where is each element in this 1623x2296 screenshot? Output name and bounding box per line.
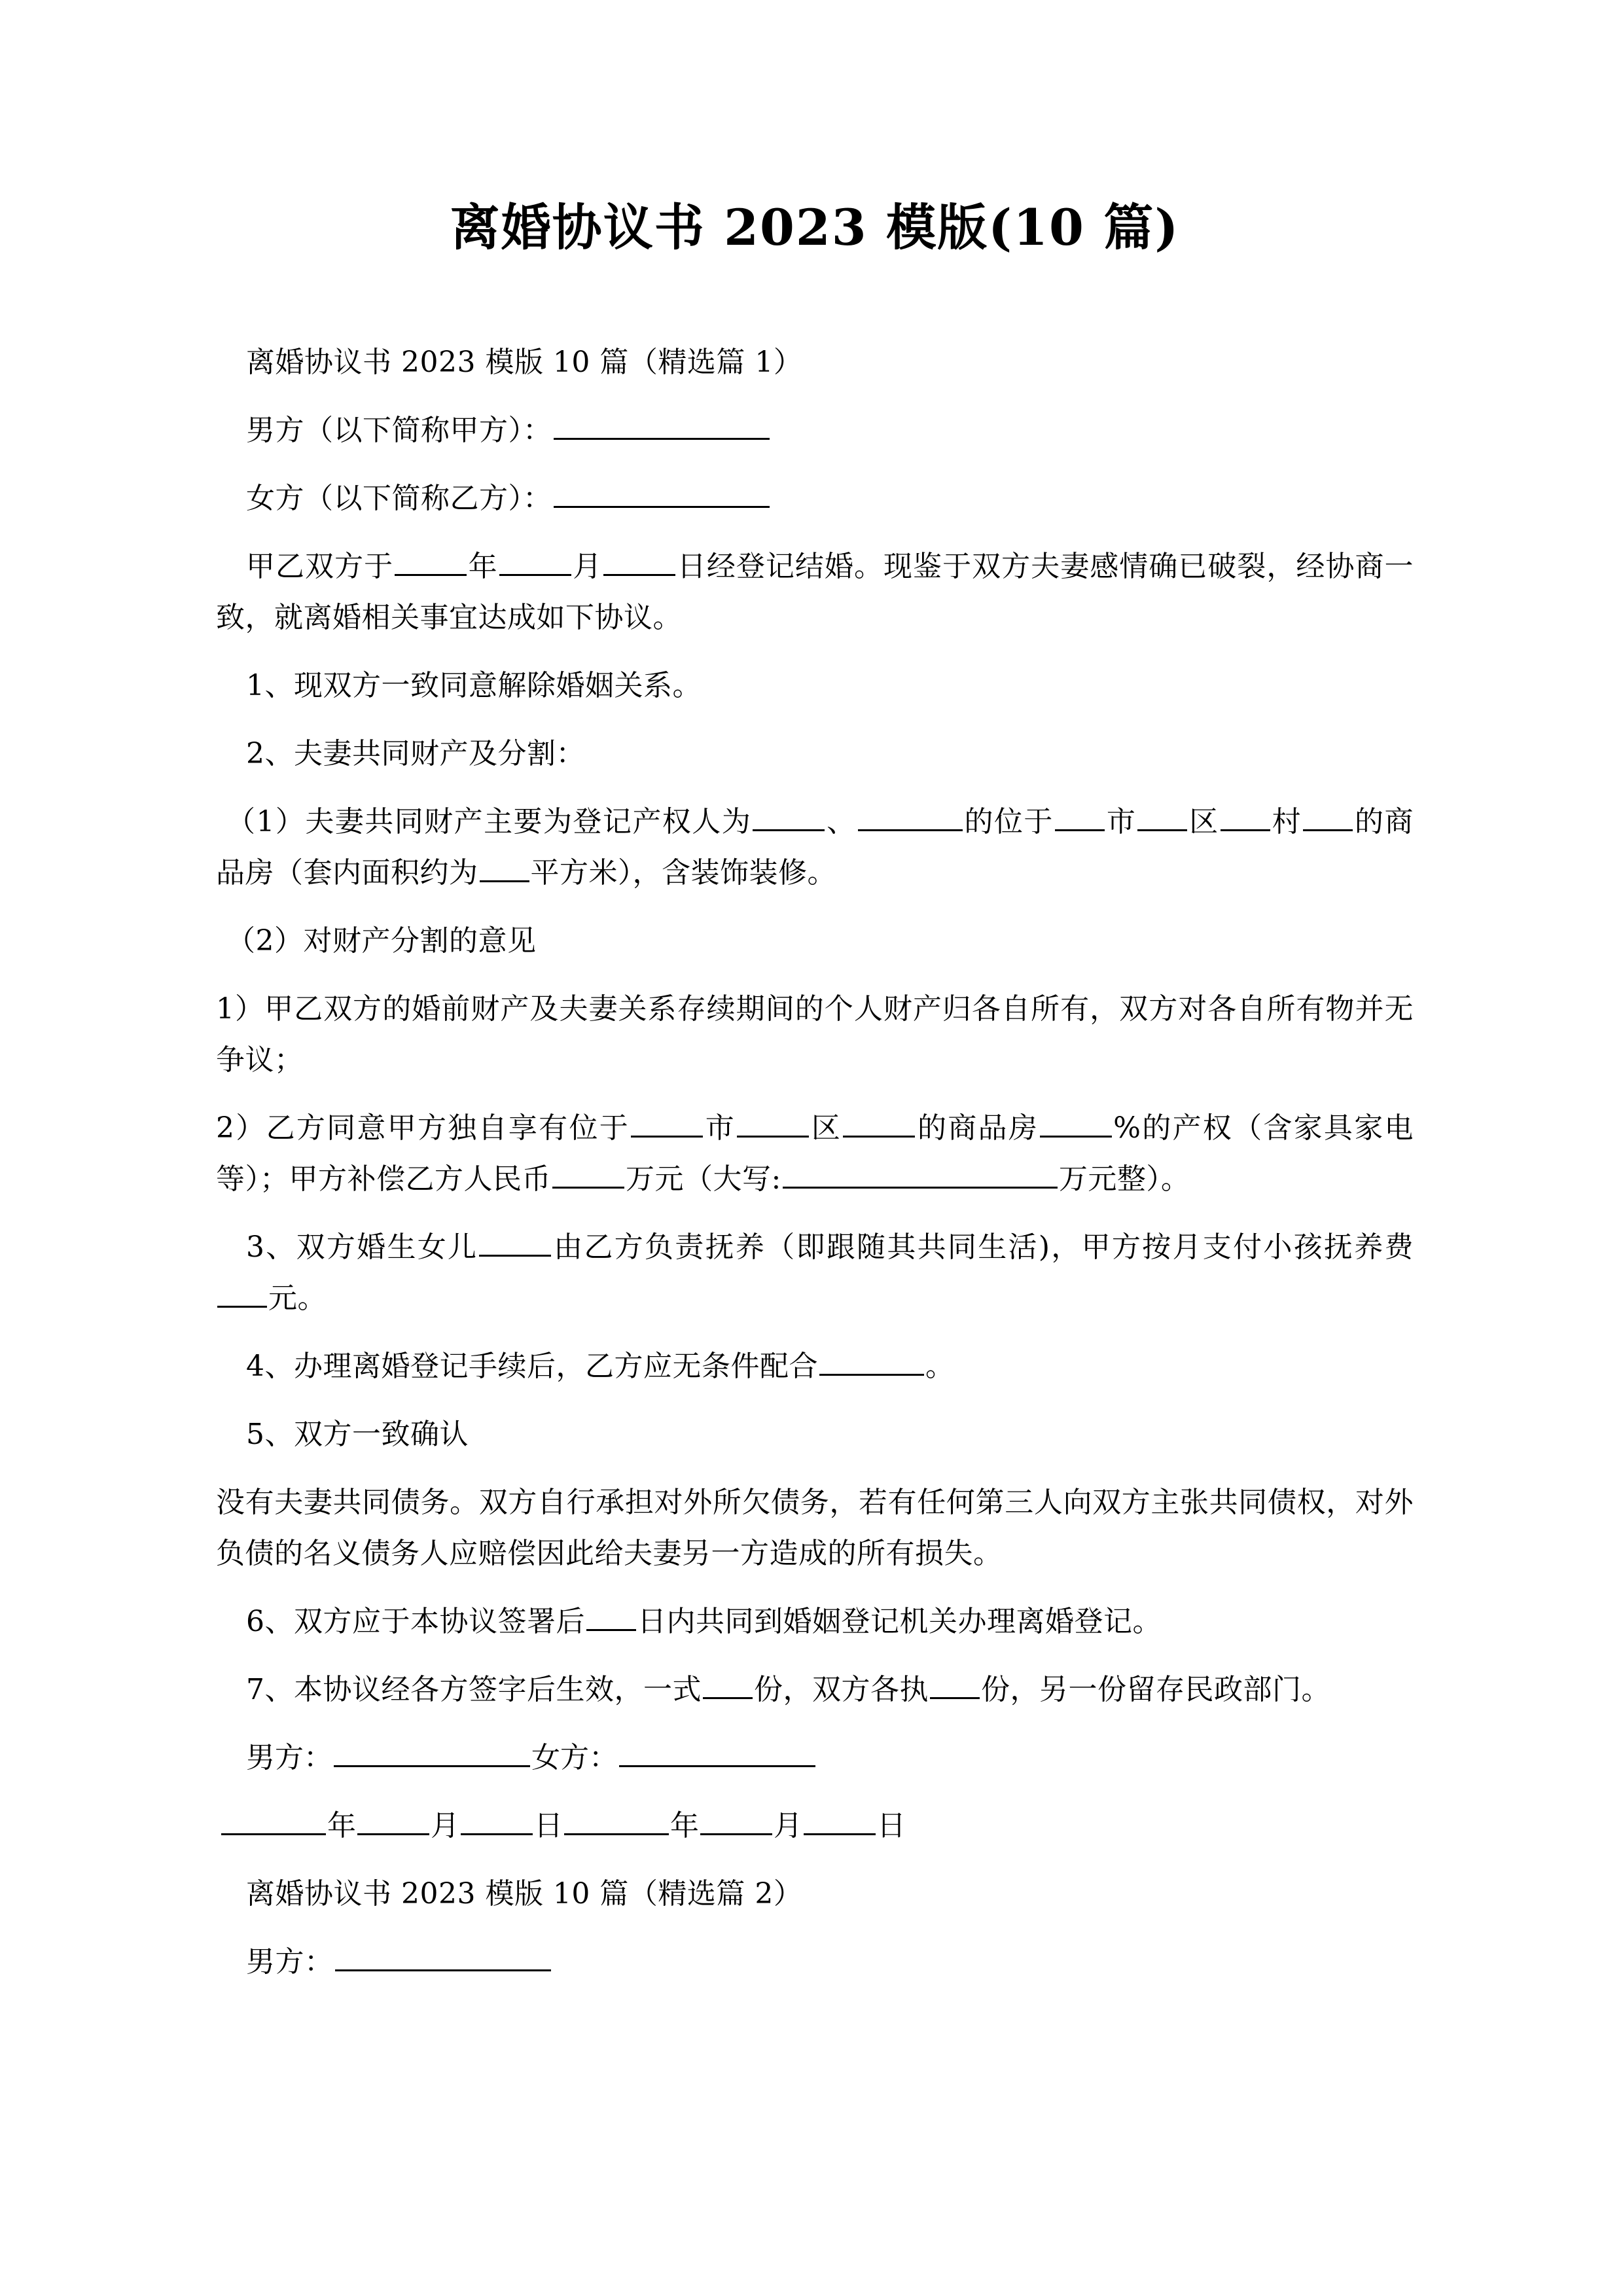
sub2-address-blank[interactable] bbox=[843, 1109, 915, 1138]
page-content bbox=[216, 0, 1414, 2005]
owner-blank-1[interactable] bbox=[753, 803, 825, 831]
party-female-line bbox=[216, 473, 1414, 524]
clause-2-1-text-h: 平方米），含装饰装修。 bbox=[530, 856, 836, 889]
document-body bbox=[216, 337, 1414, 1988]
marriage-month-label: 月 bbox=[572, 550, 603, 583]
clause-7-text-c: 份，另一份留存民政部门。 bbox=[981, 1673, 1330, 1706]
date-male-day-label: 日 bbox=[534, 1809, 563, 1842]
clause-1: 1、现双方一致同意解除婚姻关系。 bbox=[246, 669, 702, 702]
date-male-year-label: 年 bbox=[327, 1809, 356, 1842]
marriage-month-blank[interactable] bbox=[499, 548, 571, 576]
sub2-amount-words-blank[interactable] bbox=[783, 1160, 1058, 1189]
child-name-blank[interactable] bbox=[479, 1229, 551, 1257]
date-female-year-blank[interactable] bbox=[564, 1807, 669, 1835]
sub2-percent-blank[interactable] bbox=[1040, 1109, 1112, 1138]
signature-row bbox=[216, 1732, 1414, 1784]
party-female-blank[interactable] bbox=[554, 480, 770, 508]
clause-3-text-a: 3、双方婚生女儿 bbox=[246, 1230, 478, 1264]
tail-party-male-line bbox=[216, 1937, 1414, 1988]
signature-male-blank[interactable] bbox=[334, 1739, 530, 1767]
address-blank[interactable] bbox=[1303, 803, 1353, 831]
district-blank[interactable] bbox=[1137, 803, 1187, 831]
sub2-district-blank[interactable] bbox=[737, 1109, 809, 1138]
signature-female-blank[interactable] bbox=[619, 1739, 815, 1767]
owner-blank-2[interactable] bbox=[858, 803, 963, 831]
party-male-label: 男方（以下简称甲方）： bbox=[246, 414, 552, 447]
date-male-month-blank[interactable] bbox=[357, 1807, 429, 1835]
tail-party-male-label: 男方： bbox=[246, 1945, 334, 1979]
date-female-month-blank[interactable] bbox=[700, 1807, 772, 1835]
clause-5: 5、双方一致确认 bbox=[246, 1418, 469, 1451]
copies-total-blank[interactable] bbox=[703, 1671, 753, 1699]
clause-2-1 bbox=[216, 797, 1414, 899]
party-male-line bbox=[216, 405, 1414, 456]
marriage-year-label: 年 bbox=[468, 550, 498, 583]
city-blank[interactable] bbox=[1055, 803, 1105, 831]
clause-2-2-sub-1: 1）甲乙双方的婚前财产及夫妻关系存续期间的个人财产归各自所有，双方对各自所有物并无争议； bbox=[216, 992, 1414, 1077]
date-female-day-label: 日 bbox=[877, 1809, 906, 1842]
marriage-reg-prefix: 甲乙双方于 bbox=[246, 550, 394, 583]
clause-4-text-a: 4、办理离婚登记手续后，乙方应无条件配合 bbox=[246, 1350, 818, 1383]
clause-2-1-text-e: 区 bbox=[1188, 805, 1219, 838]
clause-4 bbox=[216, 1341, 1414, 1392]
clause-2-1-text-g: 的商品房（套内面积约为 bbox=[216, 805, 1414, 889]
clause-3 bbox=[216, 1222, 1414, 1324]
clause-4-text-b: 。 bbox=[925, 1350, 955, 1383]
marriage-registration-paragraph bbox=[216, 541, 1414, 643]
date-male-year-blank[interactable] bbox=[221, 1807, 326, 1835]
sub-2-text-b: 市 bbox=[704, 1111, 736, 1145]
sub-2-text-g: 万元整）。 bbox=[1058, 1162, 1190, 1196]
clause-2-1-text-d: 市 bbox=[1105, 805, 1137, 838]
clause-2-1-text-f: 村 bbox=[1271, 805, 1302, 838]
marriage-day-blank[interactable] bbox=[603, 548, 675, 576]
date-male-month-label: 月 bbox=[431, 1809, 459, 1842]
page-title: 离婚协议书 2023 模版(10 篇) bbox=[450, 198, 1180, 257]
clause-6 bbox=[216, 1596, 1414, 1647]
date-female-year-label: 年 bbox=[670, 1809, 699, 1842]
copies-each-blank[interactable] bbox=[930, 1671, 980, 1699]
registration-days-blank[interactable] bbox=[586, 1603, 636, 1631]
marriage-year-blank[interactable] bbox=[395, 548, 467, 576]
tail-party-male-blank[interactable] bbox=[335, 1943, 551, 1971]
date-male-day-blank[interactable] bbox=[461, 1807, 533, 1835]
sub-2-text-d: 的商品房 bbox=[916, 1111, 1039, 1145]
sub2-city-blank[interactable] bbox=[631, 1109, 703, 1138]
sub-2-text-a: 2）乙方同意甲方独自享有位于 bbox=[216, 1111, 630, 1145]
party-female-label: 女方（以下简称乙方）： bbox=[246, 482, 552, 515]
sub-2-text-c: 区 bbox=[810, 1111, 842, 1145]
clause-3-text-b: 由乙方负责抚养（即跟随其共同生活)，甲方按月支付小孩抚养费 bbox=[552, 1230, 1414, 1264]
sub-2-text-f: 万元（大写: bbox=[626, 1162, 781, 1196]
clause-5-body: 没有夫妻共同债务。双方自行承担对外所欠债务，若有任何第三人向双方主张共同债权，对外负债的名义债务人应赔偿因此给夫妻另一方造成的所有损失。 bbox=[216, 1486, 1414, 1570]
signature-male-label: 男方： bbox=[246, 1741, 332, 1774]
section-heading-2: 离婚协议书 2023 模版 10 篇（精选篇 2） bbox=[246, 1877, 803, 1910]
date-female-day-blank[interactable] bbox=[804, 1807, 876, 1835]
clause-3-text-c: 元。 bbox=[268, 1282, 327, 1315]
area-blank[interactable] bbox=[480, 854, 529, 882]
date-row bbox=[216, 1801, 1414, 1852]
clause-2-1-text-c: 的位于 bbox=[963, 805, 1054, 838]
village-blank[interactable] bbox=[1221, 803, 1270, 831]
support-fee-blank[interactable] bbox=[217, 1280, 267, 1308]
clause-2: 2、夫妻共同财产及分割： bbox=[246, 737, 585, 770]
clause-7-text-b: 份，双方各执 bbox=[754, 1673, 929, 1706]
clause-2-1-text-b: 、 bbox=[826, 805, 857, 838]
clause-2-2: （2）对财产分割的意见 bbox=[226, 924, 537, 958]
clause-2-1-text-a: （1）夫妻共同财产主要为登记产权人为 bbox=[226, 805, 752, 838]
clause-6-text-b: 日内共同到婚姻登记机关办理离婚登记。 bbox=[637, 1605, 1162, 1638]
clause-7-text-a: 7、本协议经各方签字后生效，一式 bbox=[246, 1673, 702, 1706]
clause-2-2-sub-2 bbox=[216, 1103, 1414, 1205]
date-female-month-label: 月 bbox=[774, 1809, 802, 1842]
marriage-reg-suffix: 日经登记结婚。现鉴于双方夫妻感情确已破裂，经协商一致，就离婚相关事宜达成如下协议。 bbox=[216, 550, 1414, 634]
clause-7 bbox=[216, 1664, 1414, 1715]
cooperation-blank[interactable] bbox=[819, 1348, 924, 1376]
sub-2-text-e: %的产权（含家具家电等）；甲方补偿乙方人民币 bbox=[216, 1111, 1414, 1196]
section-heading-1: 离婚协议书 2023 模版 10 篇（精选篇 1） bbox=[246, 346, 803, 379]
signature-female-label: 女方： bbox=[531, 1741, 618, 1774]
party-male-blank[interactable] bbox=[554, 412, 770, 440]
sub2-amount-blank[interactable] bbox=[552, 1160, 624, 1189]
clause-6-text-a: 6、双方应于本协议签署后 bbox=[246, 1605, 585, 1638]
